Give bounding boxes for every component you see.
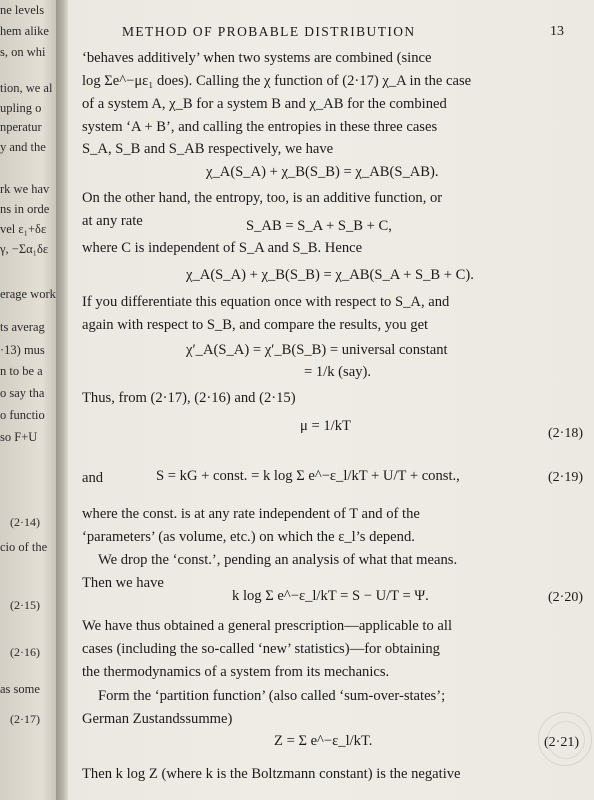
page-number: 13 xyxy=(550,24,564,39)
equation-number: (2·21) xyxy=(544,735,579,750)
text-line: again with respect to S_B, and compare the results, you get xyxy=(82,317,429,333)
text-line: where C is independent of S_A and S_B. Hence xyxy=(82,240,363,256)
equation: = 1/k (say). xyxy=(304,364,371,380)
facing-text-fragment: ts averag xyxy=(0,320,45,334)
facing-eq-number: (2·17) xyxy=(10,712,40,726)
text-line: ‘parameters’ (as volume, etc.) on which the ε_l’s depend. xyxy=(82,529,415,545)
equation: S_AB = S_A + S_B + C, xyxy=(246,218,392,234)
facing-text-fragment: tion, we al xyxy=(0,81,53,95)
text-line: ‘behaves additively’ when two systems are combined (since xyxy=(82,50,432,66)
facing-text-fragment: ne levels xyxy=(0,3,45,17)
equation: μ = 1/kT xyxy=(300,418,351,434)
equation: Z = Σ e^−ε_l/kT. xyxy=(274,733,373,749)
facing-text-fragment: so F+U xyxy=(0,430,38,444)
text-line: If you differentiate this equation once with respect to S_A, and xyxy=(82,294,450,310)
text-line: Thus, from (2·17), (2·16) and (2·15) xyxy=(82,390,296,406)
running-head: METHOD OF PROBABLE DISTRIBUTION xyxy=(122,24,416,39)
library-stamp-inner xyxy=(547,721,585,759)
equation: S = kG + const. = k log Σ e^−ε_l/kT + U/T + const., xyxy=(156,468,460,484)
facing-text-fragment: ns in orde xyxy=(0,202,50,216)
text-line: We have thus obtained a general prescription—applicable to all xyxy=(82,618,453,634)
facing-text-fragment: γ, −Σα₁δε xyxy=(0,242,49,256)
text-line: Form the ‘partition function’ (also called ‘sum-over-states’; xyxy=(98,688,446,704)
facing-text-fragment: vel ε₁+δε xyxy=(0,222,47,236)
text-line: system ‘A + B’, and calling the entropies in these three cases xyxy=(82,119,438,135)
facing-text-fragment: ·13) mus xyxy=(0,343,45,357)
text-line: the thermodynamics of a system from its mechanics. xyxy=(82,664,390,680)
library-stamp xyxy=(538,712,592,766)
facing-text-fragment: hem alike xyxy=(0,24,49,38)
equation-number: (2·18) xyxy=(548,426,583,441)
text-line: S_A, S_B and S_AB respectively, we have xyxy=(82,141,334,157)
facing-text-fragment: upling o xyxy=(0,101,42,115)
facing-text-fragment: rk we hav xyxy=(0,182,50,196)
facing-eq-number: (2·15) xyxy=(10,598,40,612)
facing-page xyxy=(0,0,60,800)
book-page xyxy=(68,0,594,800)
equation: k log Σ e^−ε_l/kT = S − U/T = Ψ. xyxy=(232,588,429,604)
facing-text-fragment: nperatur xyxy=(0,120,42,134)
text-line: log Σe^−με₁ does). Calling the χ function of (2·17) χ_A in the case xyxy=(82,73,472,89)
text-line: Then k log Z (where k is the Boltzmann constant) is the negative xyxy=(82,766,461,782)
text-line: cases (including the so-called ‘new’ statistics)—for obtaining xyxy=(82,641,440,657)
equation-number: (2·19) xyxy=(548,470,583,485)
facing-eq-number: (2·16) xyxy=(10,645,40,659)
facing-text-fragment: o functio xyxy=(0,408,45,422)
equation: χ′_A(S_A) = χ′_B(S_B) = universal constant xyxy=(186,342,448,358)
facing-eq-number: (2·14) xyxy=(10,515,40,529)
facing-text-fragment: as some xyxy=(0,682,40,696)
text-line: of a system A, χ_B for a system B and χ_AB for the combined xyxy=(82,96,447,112)
facing-text-fragment: y and the xyxy=(0,140,46,154)
facing-text-fragment: erage work xyxy=(0,287,56,301)
text-line: We drop the ‘const.’, pending an analysis of what that means. xyxy=(98,552,458,568)
text-line: Then we have xyxy=(82,575,164,591)
text-line: and xyxy=(82,470,104,486)
equation: χ_A(S_A) + χ_B(S_B) = χ_AB(S_A + S_B + C). xyxy=(186,267,474,283)
facing-text-fragment: cio of the xyxy=(0,540,48,554)
facing-text-fragment: o say tha xyxy=(0,386,45,400)
text-line: On the other hand, the entropy, too, is an additive function, or xyxy=(82,190,443,206)
equation-number: (2·20) xyxy=(548,590,583,605)
text-line: at any rate xyxy=(82,213,143,229)
text-line: where the const. is at any rate independent of T and of the xyxy=(82,506,420,522)
text-line: German Zustandssumme) xyxy=(82,711,233,727)
facing-text-fragment: n to be a xyxy=(0,364,43,378)
facing-text-fragment: s, on whi xyxy=(0,45,46,59)
equation: χ_A(S_A) + χ_B(S_B) = χ_AB(S_AB). xyxy=(206,164,439,180)
